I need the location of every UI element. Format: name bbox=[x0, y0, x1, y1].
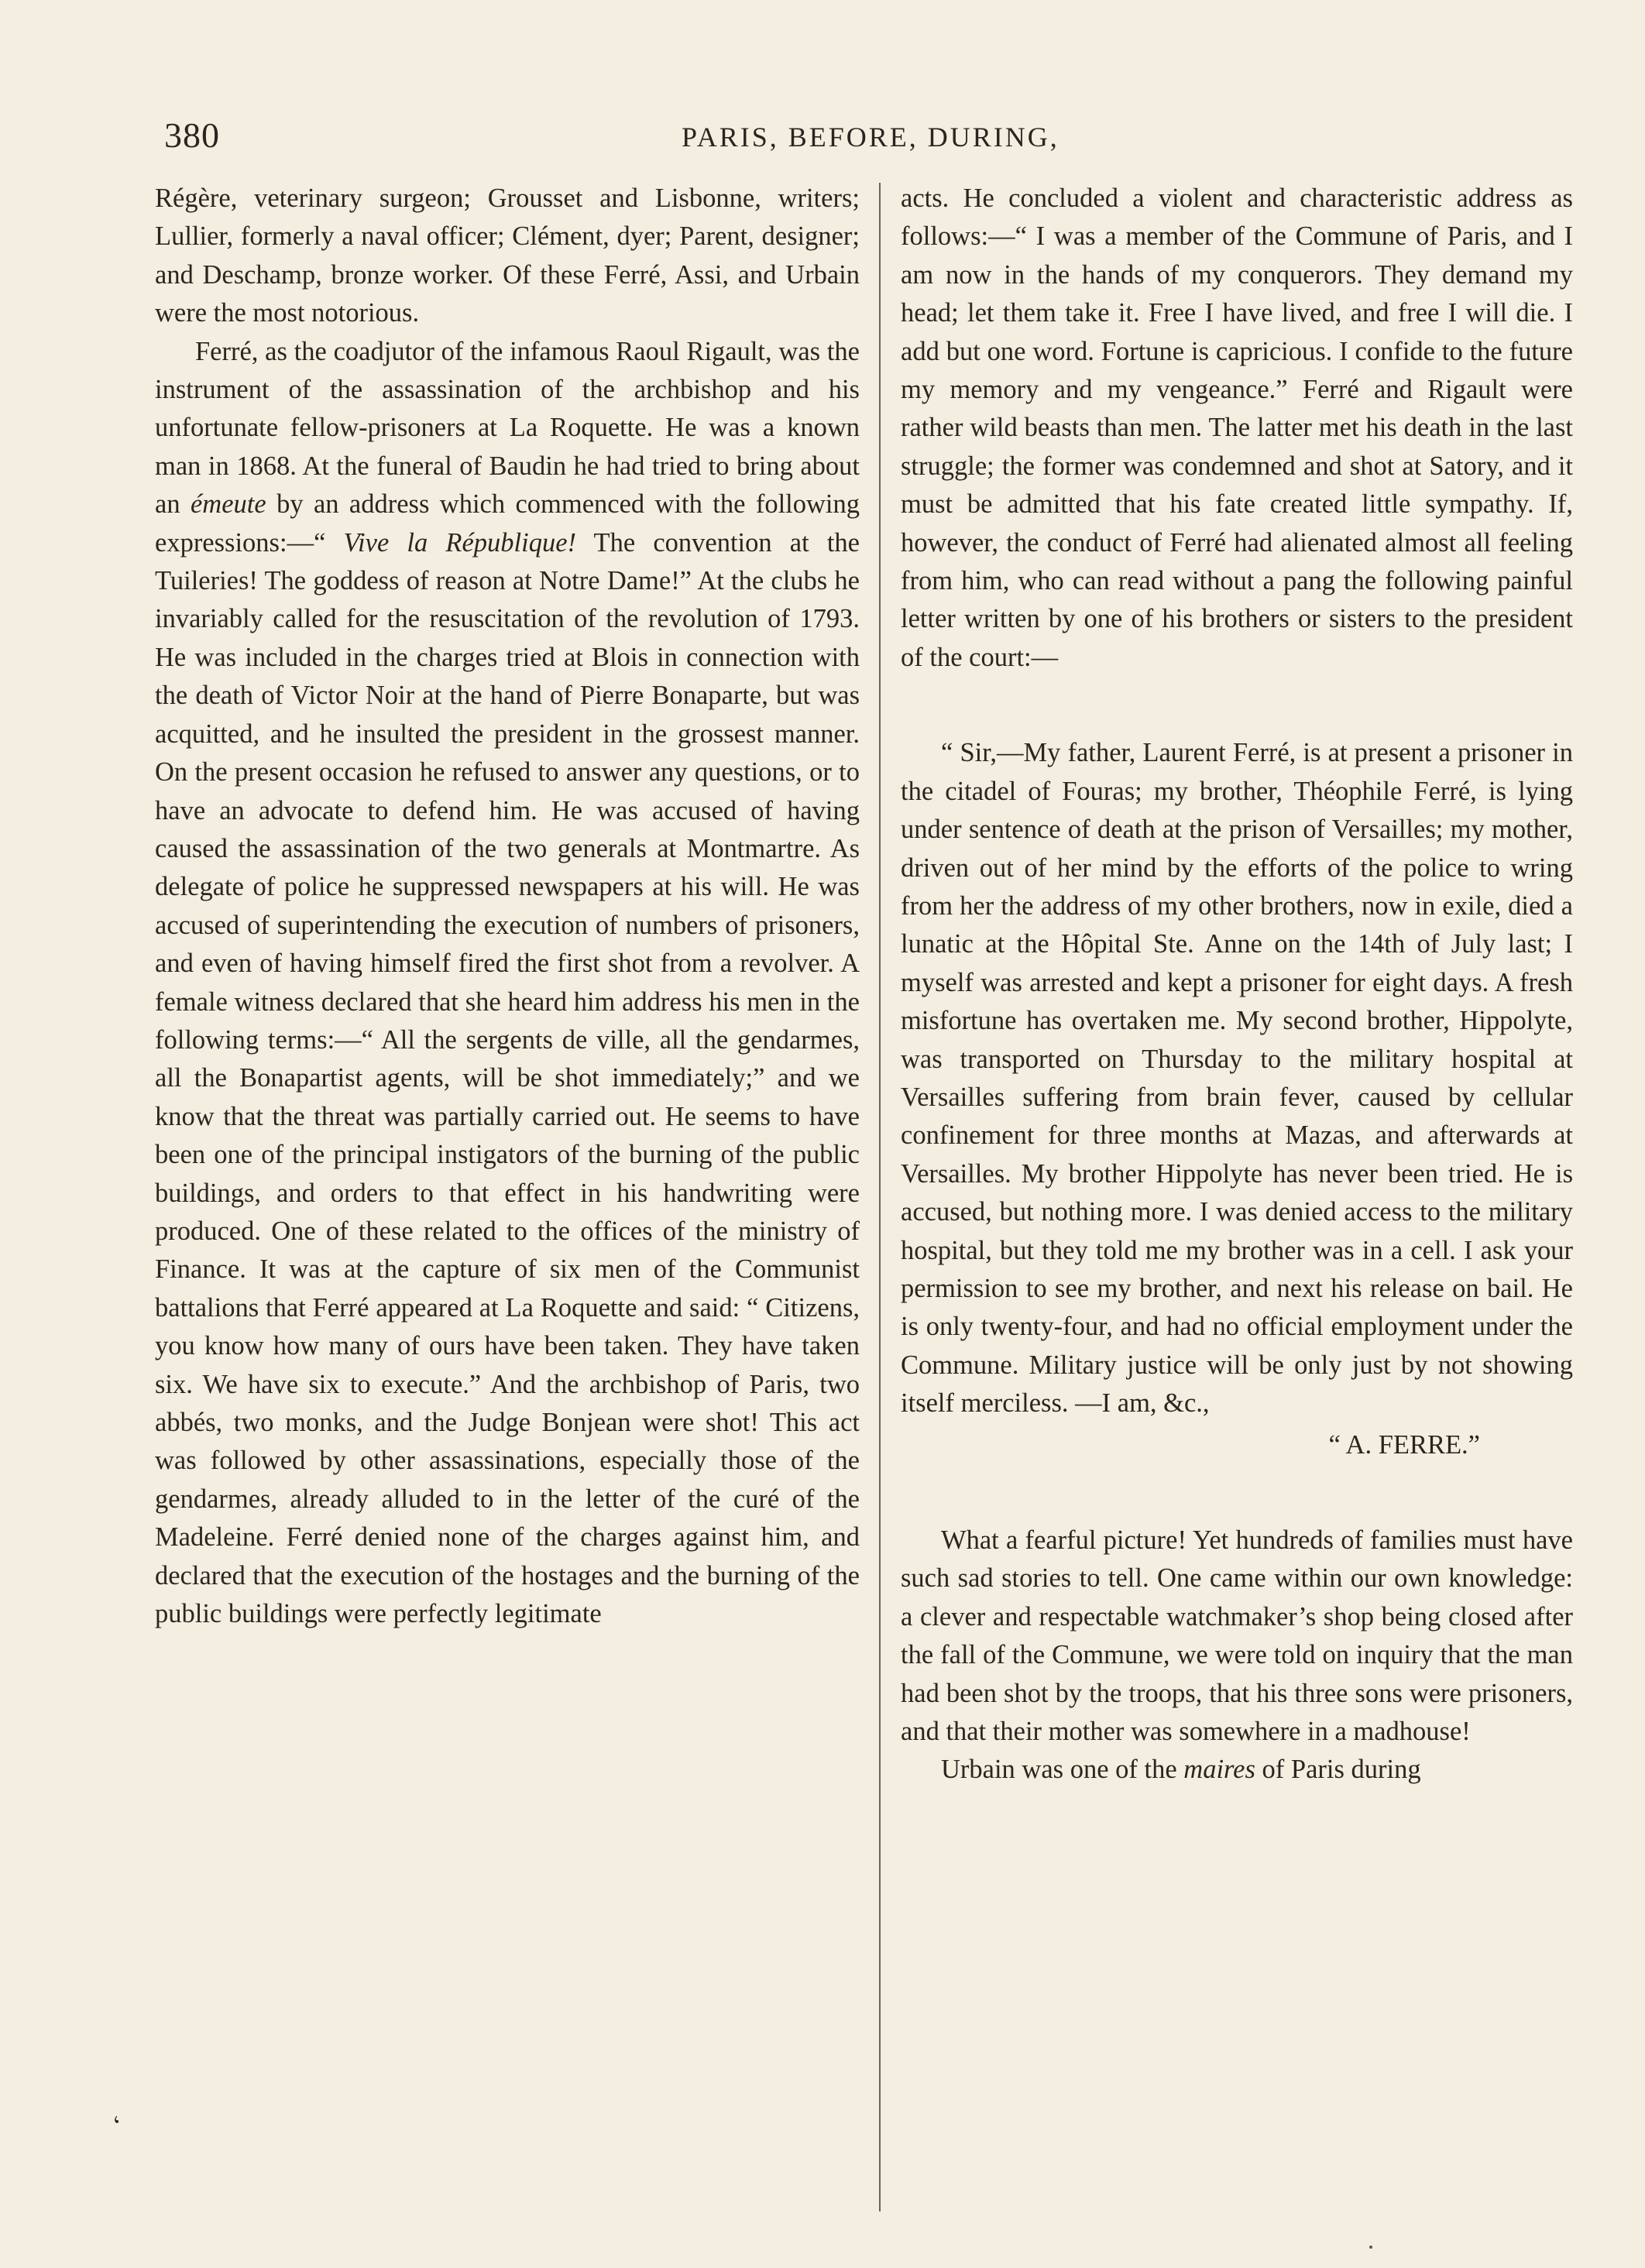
letter-quote: “ Sir,—My father, Laurent Ferré, is at present a prisoner in the citadel of Fouras; my brother, Théophile Ferré, is lying under sentence of death at the prison of Versailles; my mother, driven out of her mind by the efforts of the police to wring from her the address of my other brothers, now in exile, died a lunatic at the Hôpital Ste. Anne on the 14th of July last; I myself was arrested and kept a prisoner for eight days. A fresh misfortune has overtaken me. My second brother, Hippolyte, was transported on Thursday to the military hospital at Versailles suffering from brain fever, caused by cellular confinement for three months at Mazas, and afterwards at Versailles. My brother Hippolyte has never been tried. He is accused, but nothing more. I was denied access to the military hospital, but they told me my brother was in a cell. I ask your permission to see my brother, and next his release on bail. He is only twenty-four, and had no official employment under the Commune. Military justice will be only just by not showing itself merciless. —I am, &c., bbox=[901, 738, 1573, 1419]
spacer bbox=[901, 677, 1573, 734]
spacer bbox=[901, 1464, 1573, 1522]
running-title: PARIS, BEFORE, DURING, bbox=[682, 122, 1059, 153]
text-segment: of Paris during bbox=[1255, 1755, 1421, 1785]
text-segment: by an address which commenced with the following expressions:—“ bbox=[155, 489, 860, 558]
right-column bbox=[901, 180, 1573, 1789]
left-column bbox=[155, 180, 860, 1633]
page-number: 380 bbox=[164, 115, 220, 155]
paragraph-fearful-picture: What a fearful picture! Yet hundreds of families must have such sad stories to tell. One came within our own knowledge: a clever and respectable watchmaker’s shop being closed after the fall of the Commune, we were told on inquiry that the man had been shot by the troops, that his three sons were prisoners, and that their mother was somewhere in a madhouse! bbox=[901, 1525, 1573, 1747]
column-divider bbox=[879, 183, 881, 2211]
margin-mark: ‘ bbox=[108, 2110, 129, 2140]
text-segment: Urbain was one of the bbox=[941, 1755, 1184, 1785]
text-segment: The convention at the Tuileries! The goddess of reason at Notre Dame!” At the clubs he invariably called for the resuscitation of the revolution of 1793. He was included in the charges tried at Blois in connection with the death of Victor Noir at the hand of Pierre Bonaparte, but was acquitted, and he insulted the president in the grossest manner. On the present occasion he refused to answer any questions, or to have an advocate to defend him. He was accused of having caused the assassination of the two generals at Montmartre. As delegate of police he suppressed newspapers at his will. He was accused of superintending the execution of numbers of prisoners, and even of having himself fired the first shot from a revolver. A female witness declared that she heard him address his men in the following terms:—“ All the sergents de ville, all the gendarmes, all the Bonapartist agents, will be shot immediately;” and we know that the threat was partially carried out. He seems to have been one of the principal instigators of the burning of the public buildings, and orders to that effect in his handwriting were produced. One of these related to the offices of the ministry of Finance. It was at the capture of six men of the Communist battalions that Ferré appeared at La Roquette and said: “ Citizens, you know how many of ours have been taken. They have taken six. We have six to execute.” And the archbishop of Paris, two abbés, two monks, and the Judge Bonjean were shot! This act was followed by other assassinations, especially those of the gendarmes, already alluded to in the letter of the curé of the Madeleine. Ferré denied none of the charges against him, and declared that the execution of the hostages and the burning of the public buildings were perfectly legitimate bbox=[155, 527, 860, 1629]
paragraph-urbain bbox=[901, 1751, 1573, 1789]
paragraph-urbain-list: Régère, veterinary surgeon; Grousset and Lisbonne, writers; Lullier, formerly a naval officer; Clément, dyer; Parent, designer; and Deschamp, bronze worker. Of these Ferré, Assi, and Urbain were the most notorious. bbox=[155, 184, 860, 328]
text-segment: Ferré, as the coadjutor of the infamous Raoul Rigault, was the instrument of the assassination of the archbishop and his unfortunate fellow-prisoners at La Roquette. He was a known man in 1868. At the funeral of Baudin he had tried to bring about an bbox=[155, 336, 860, 520]
emphasis-vive-la-republique: Vive la République! bbox=[343, 527, 577, 558]
letter-signature: “ A. FERRE.” bbox=[1328, 1429, 1480, 1460]
paragraph-ferre bbox=[155, 333, 860, 1634]
paragraph-ferre-continued: acts. He concluded a violent and characteristic address as follows:—“ I was a member of the Commune of Paris, and I am now in the hands of my conquerors. They demand my head; let them take it. Free I have lived, and free I will die. I add but one word. Fortune is capricious. I confide to the future my memory and my vengeance.” Ferré and Rigault were rather wild beasts than men. The latter met his death in the last struggle; the former was condemned and shot at Satory, and it must be admitted that his fate created little sympathy. If, however, the conduct of Ferré had alienated almost all feeling from him, who can read without a pang the following painful letter written by one of his brothers or sisters to the president of the court:— bbox=[901, 184, 1573, 672]
emphasis-emeute: émeute bbox=[190, 489, 266, 520]
ink-speck bbox=[1369, 2246, 1372, 2249]
page-header bbox=[155, 115, 1588, 161]
emphasis-maires: maires bbox=[1183, 1755, 1255, 1785]
